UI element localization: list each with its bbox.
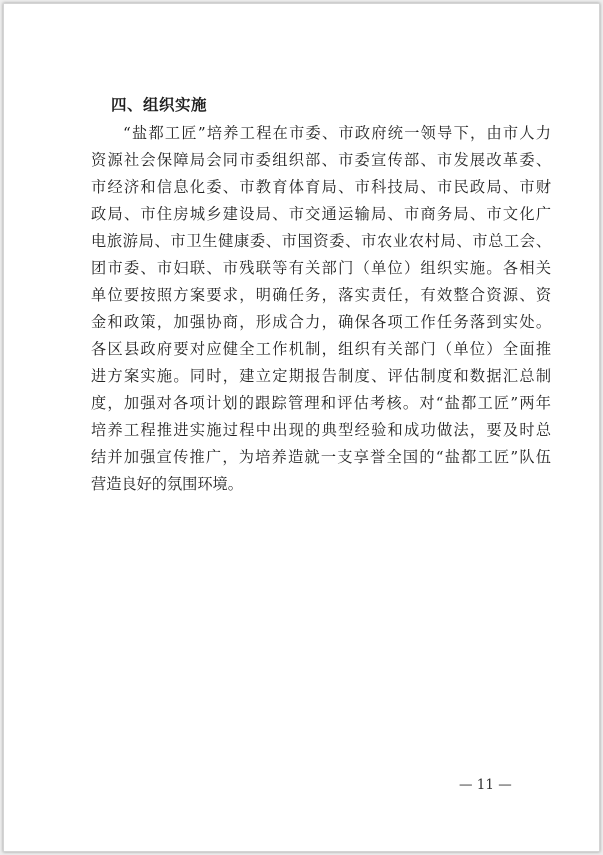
paragraph-line: 资源社会保障局会同市委组织部、市委宣传部、市发展改革委、 — [91, 151, 551, 169]
paragraph-line: 各区县政府要对应健全工作机制，组织有关部门（单位）全面推 — [91, 340, 551, 358]
paragraph-line: “盐都工匠”培养工程在市委、市政府统一领导下，由市人力 — [123, 124, 551, 142]
page-number: — 11 — — [459, 777, 512, 793]
paragraph-line: 单位要按照方案要求，明确任务，落实责任，有效整合资源、资 — [91, 286, 551, 304]
paragraph-line: 金和政策，加强协商，形成合力，确保各项工作任务落到实处。 — [91, 313, 551, 331]
paragraph-line: 进方案实施。同时，建立定期报告制度、评估制度和数据汇总制 — [91, 367, 551, 385]
document-page — [3, 3, 600, 852]
paragraph-line: 结并加强宣传推广，为培养造就一支享誉全国的“盐都工匠”队伍 — [91, 448, 551, 466]
paragraph-line: 电旅游局、市卫生健康委、市国资委、市农业农村局、市总工会、 — [91, 232, 551, 250]
paragraph-line: 团市委、市妇联、市残联等有关部门（单位）组织实施。各相关 — [91, 259, 551, 277]
paragraph-line: 培养工程推进实施过程中出现的典型经验和成功做法，要及时总 — [91, 421, 551, 439]
paragraph-line: 市经济和信息化委、市教育体育局、市科技局、市民政局、市财 — [91, 178, 551, 196]
paragraph-line: 营造良好的氛围环境。 — [91, 475, 243, 493]
paragraph-line: 政局、市住房城乡建设局、市交通运输局、市商务局、市文化广 — [91, 205, 551, 223]
paragraph-line: 度，加强对各项计划的跟踪管理和评估考核。对“盐都工匠”两年 — [91, 394, 551, 412]
section-heading: 四、组织实施 — [111, 96, 208, 114]
body-paragraph — [91, 120, 551, 498]
